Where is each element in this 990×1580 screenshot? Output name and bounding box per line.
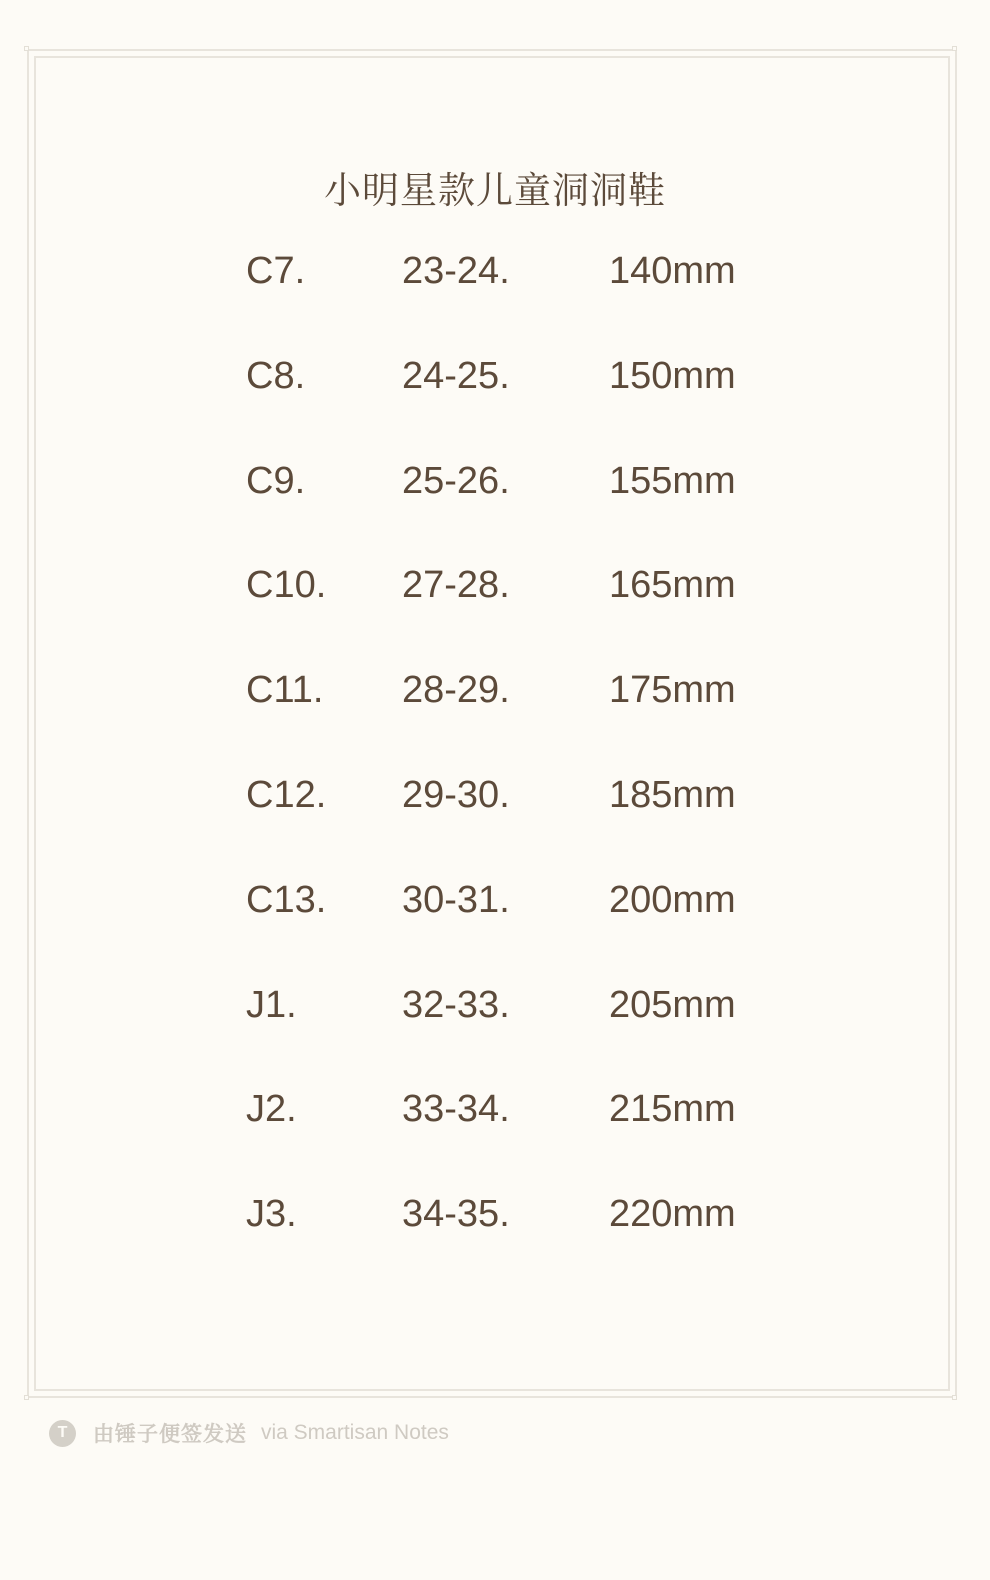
smartisan-t-icon: T <box>49 1420 76 1447</box>
size-range: 28-29. <box>402 669 510 711</box>
frame-corner-bottom-left <box>24 1395 29 1400</box>
foot-length: 200mm <box>609 879 736 921</box>
foot-length: 205mm <box>609 984 736 1026</box>
note-footer <box>49 1418 449 1448</box>
foot-length: 140mm <box>609 250 736 292</box>
size-code: C10. <box>246 564 327 606</box>
size-row <box>0 879 990 929</box>
frame-corner-bottom-right <box>952 1395 957 1400</box>
size-row <box>0 355 990 405</box>
size-row <box>0 1193 990 1243</box>
note-title: 小明星款儿童洞洞鞋 <box>324 169 666 212</box>
size-range: 32-33. <box>402 984 510 1026</box>
size-row <box>0 250 990 300</box>
foot-length: 220mm <box>609 1193 736 1235</box>
size-range: 34-35. <box>402 1193 510 1235</box>
footer-source-cn: 由锤子便签发送 <box>93 1422 247 1446</box>
size-code: C8. <box>246 355 306 397</box>
frame-corner-top-right <box>952 46 957 51</box>
size-code: C12. <box>246 774 327 816</box>
size-range: 24-25. <box>402 355 510 397</box>
size-row <box>0 669 990 719</box>
size-code: C9. <box>246 460 306 502</box>
size-range: 30-31. <box>402 879 510 921</box>
footer-source-en: via Smartisan Notes <box>261 1421 449 1444</box>
size-row <box>0 774 990 824</box>
size-code: J1. <box>246 984 297 1026</box>
size-range: 27-28. <box>402 564 510 606</box>
foot-length: 165mm <box>609 564 736 606</box>
size-code: C11. <box>246 669 324 711</box>
foot-length: 215mm <box>609 1088 736 1130</box>
size-range: 33-34. <box>402 1088 510 1130</box>
size-row <box>0 564 990 614</box>
foot-length: 150mm <box>609 355 736 397</box>
frame-corner-top-left <box>24 46 29 51</box>
size-code: C7. <box>246 250 306 292</box>
size-row <box>0 1088 990 1138</box>
foot-length: 155mm <box>609 460 736 502</box>
size-range: 23-24. <box>402 250 510 292</box>
size-row <box>0 460 990 510</box>
size-code: J2. <box>246 1088 297 1130</box>
foot-length: 185mm <box>609 774 736 816</box>
size-code: J3. <box>246 1193 297 1235</box>
size-range: 29-30. <box>402 774 510 816</box>
size-row <box>0 984 990 1034</box>
size-range: 25-26. <box>402 460 510 502</box>
foot-length: 175mm <box>609 669 736 711</box>
size-code: C13. <box>246 879 327 921</box>
